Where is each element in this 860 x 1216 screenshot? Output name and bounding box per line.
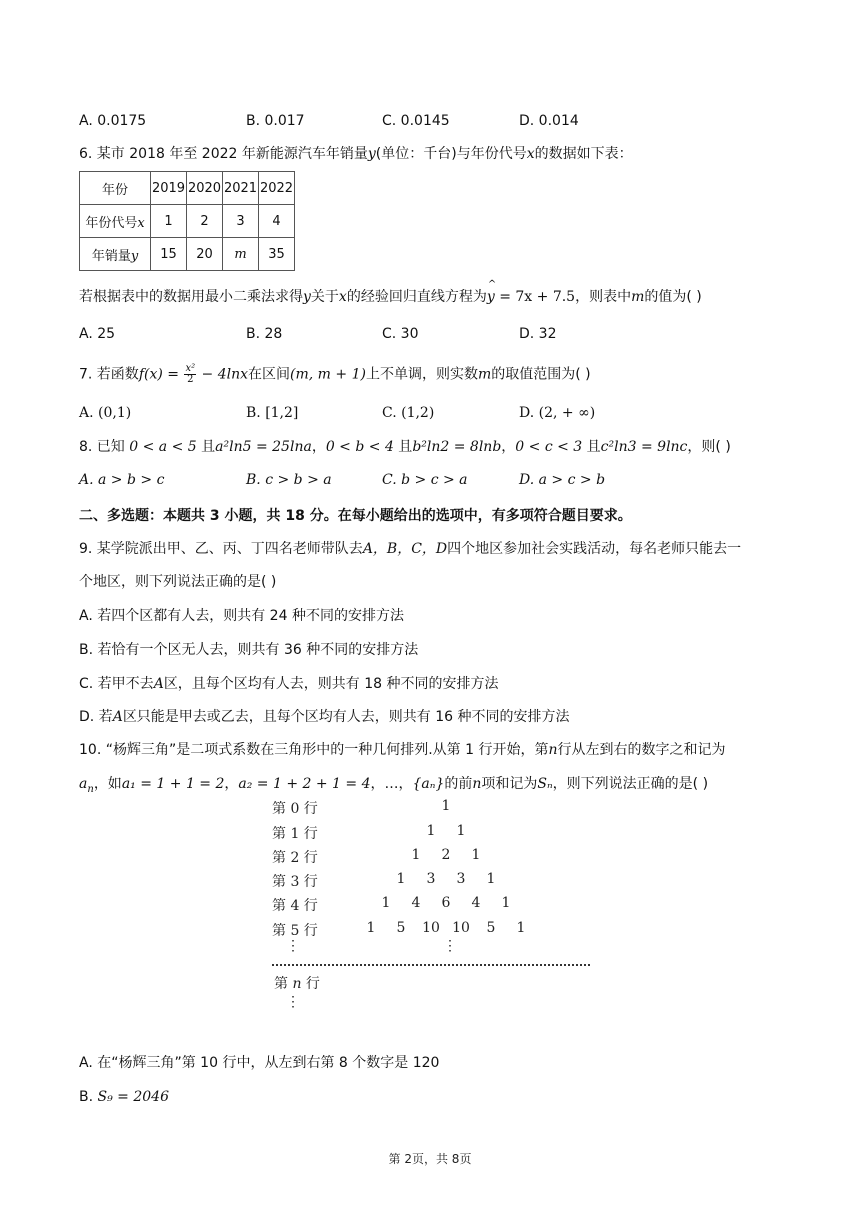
triangle-row-label: 第 2 行 <box>272 850 318 866</box>
q6-option-c: C. 30 <box>382 326 419 342</box>
q8-stem <box>79 437 731 457</box>
table-cell: 2020 <box>187 172 223 205</box>
vdots: ⋮ <box>286 994 300 1010</box>
text: 区只能是甲去或乙去，且每个区均有人去，则共有 16 种不同的安排方法 <box>122 709 570 725</box>
head-label: 年份代号 <box>85 215 138 231</box>
text: 8. 已知 <box>79 439 130 455</box>
q6-stem <box>79 144 633 164</box>
triangle-number: 1 <box>486 871 496 887</box>
text: 的经验回归直线方程为 <box>346 289 487 305</box>
q9-option-b: B. 若恰有一个区无人去，则共有 36 种不同的安排方法 <box>79 642 419 658</box>
vdots: ⋮ <box>286 938 300 954</box>
triangle-row-label: 第 1 行 <box>272 826 318 842</box>
q5-options <box>79 111 779 131</box>
q6-stem-y: y <box>367 146 376 162</box>
q6-options <box>79 324 779 344</box>
text: ， <box>224 776 239 792</box>
q8-option-a: A. a > b > c <box>79 472 165 488</box>
head-var: x <box>137 215 145 231</box>
q6-option-a: A. 25 <box>79 326 116 342</box>
function-rest: − 4lnx <box>197 366 249 383</box>
text: ，如 <box>93 776 122 792</box>
fraction <box>184 364 196 385</box>
q6-table <box>79 171 295 271</box>
triangle-number: 1 <box>366 920 376 936</box>
var-x: x <box>338 289 347 305</box>
q7-options <box>79 403 779 423</box>
triangle-row-label: 第 3 行 <box>272 874 318 890</box>
q8-options <box>79 470 779 490</box>
text: 10. “杨辉三角”是二项式系数在三角形中的一种几何排列.从第 1 行开始，第 <box>79 742 549 758</box>
text: 项和记为 <box>481 776 538 792</box>
triangle-number: 1 <box>381 895 391 911</box>
text: 的前 <box>444 776 473 792</box>
text: 四个地区参加社会实践活动，每名老师只能去一 <box>447 541 742 557</box>
table-cell: m <box>223 238 259 271</box>
q7-option-d: D. (2, + ∞) <box>519 405 596 421</box>
table-cell: 15 <box>151 238 187 271</box>
text: 关于 <box>310 289 339 305</box>
math: {aₙ} <box>412 776 445 792</box>
triangle-number: 4 <box>471 895 481 911</box>
q8-option-d: D. a > c > b <box>519 472 606 488</box>
yanghui-triangle-figure <box>268 796 593 1021</box>
label-var-n: n <box>292 976 302 992</box>
vars: A，B，C，D <box>362 541 448 557</box>
q6-stem-post: 的数据如下表： <box>534 146 633 162</box>
math: b²ln2 = 8lnb <box>412 439 502 455</box>
table-cell: 20 <box>187 238 223 271</box>
q9-option-d <box>79 707 570 727</box>
q9-option-c <box>79 674 499 694</box>
head-label: 年销量 <box>91 248 131 264</box>
q6-option-d: D. 32 <box>519 326 557 342</box>
triangle-number: 2 <box>441 847 451 863</box>
triangle-number: 1 <box>411 847 421 863</box>
math: 0 < c < 3 <box>515 439 583 455</box>
text: 且 <box>582 439 601 455</box>
function: f(x) = <box>138 366 184 383</box>
var-n: n <box>472 776 482 792</box>
math: a₁ = 1 + 1 = 2 <box>121 776 225 792</box>
text: ，则表中 <box>575 289 632 305</box>
q7-stem <box>79 364 591 385</box>
subscript-n: n <box>87 783 94 795</box>
page-footer: 第 2页，共 8页 <box>388 1152 472 1166</box>
q5-option-d: D. 0.014 <box>519 113 579 129</box>
label-part: 第 <box>274 976 293 992</box>
vdots: ⋮ <box>443 938 457 954</box>
triangle-number: 3 <box>456 871 466 887</box>
text: 7. 若函数 <box>79 366 139 383</box>
text: ，则下列说法正确的是( ) <box>552 776 709 792</box>
table-cell: 2 <box>187 205 223 238</box>
text: 在区间 <box>248 366 291 383</box>
q7-option-a: A. (0,1) <box>79 405 132 421</box>
frac-den: 2 <box>187 374 194 385</box>
text: ，则( ) <box>687 439 731 455</box>
q9-stem-line2: 个地区，则下列说法正确的是( ) <box>79 574 277 590</box>
text: ， <box>311 439 326 455</box>
q9-option-a: A. 若四个区都有人去，则共有 24 种不同的安排方法 <box>79 608 404 624</box>
q6-stem-x: x <box>526 146 535 162</box>
q10-option-a: A. 在“杨辉三角”第 10 行中，从左到右第 8 个数字是 120 <box>79 1055 440 1071</box>
triangle-number: 3 <box>426 871 436 887</box>
table-row <box>80 205 295 238</box>
math: Sₙ <box>537 776 553 792</box>
q5-option-c: C. 0.0145 <box>382 113 450 129</box>
q7-option-c: C. (1,2) <box>382 405 435 421</box>
var-y: y <box>303 289 311 305</box>
table-cell: 1 <box>151 205 187 238</box>
math: a₂ = 1 + 2 + 1 = 4 <box>238 776 371 792</box>
q5-option-a: A. 0.0175 <box>79 113 147 129</box>
text: 的取值范围为( ) <box>491 366 591 383</box>
triangle-number: 1 <box>501 895 511 911</box>
table-row <box>80 172 295 205</box>
q10-stem-line2 <box>79 774 708 794</box>
var-a: A <box>153 676 164 692</box>
var-m: m <box>477 366 492 383</box>
text: ， <box>501 439 516 455</box>
triangle-number: 10 <box>422 920 440 936</box>
q6-line2 <box>79 287 702 307</box>
triangle-number: 1 <box>426 823 436 839</box>
text: 9. 某学院派出甲、乙、丙、丁四名老师带队去 <box>79 541 363 557</box>
triangle-number: 1 <box>441 798 451 814</box>
text: 区，且每个区均有人去，则共有 18 种不同的安排方法 <box>163 676 499 692</box>
q9-stem-line1 <box>79 539 741 559</box>
text: D. 若 <box>79 709 113 725</box>
triangle-number: 1 <box>471 847 481 863</box>
triangle-row-label: 第 0 行 <box>272 801 318 817</box>
text: 的值为( ) <box>644 289 702 305</box>
math: 0 < a < 5 <box>129 439 197 455</box>
q6-stem-mid: (单位：千台)与年份代号 <box>375 146 527 162</box>
var-a: a <box>79 776 88 792</box>
frac-num: x² <box>185 363 196 374</box>
var-n: n <box>548 742 558 758</box>
q7-option-b: B. [1,2] <box>246 405 299 421</box>
table-cell: 2022 <box>259 172 295 205</box>
table-cell: 4 <box>259 205 295 238</box>
dotted-divider <box>272 964 590 966</box>
triangle-number: 5 <box>486 920 496 936</box>
text: 上不单调，则实数 <box>365 366 478 383</box>
table-head-sales <box>80 238 151 271</box>
text: 且 <box>393 439 413 455</box>
var-m: m <box>631 289 645 305</box>
triangle-number: 4 <box>411 895 421 911</box>
q10-option-b <box>79 1087 169 1107</box>
text: B. <box>79 1089 98 1105</box>
table-cell: 3 <box>223 205 259 238</box>
text: C. 若甲不去 <box>79 676 154 692</box>
q10-stem-line1 <box>79 740 726 760</box>
triangle-number: 1 <box>456 823 466 839</box>
triangle-number: 6 <box>441 895 451 911</box>
table-cell: 2019 <box>151 172 187 205</box>
text: ，…， <box>370 776 413 792</box>
triangle-row-label-n <box>274 973 320 993</box>
table-head-year <box>80 172 151 205</box>
triangle-row-label: 第 5 行 <box>272 923 318 939</box>
interval: (m, m + 1) <box>290 366 366 383</box>
math: S₉ = 2046 <box>97 1089 169 1105</box>
math: a²ln5 = 25lna <box>215 439 312 455</box>
text: 若根据表中的数据用最小二乘法求得 <box>79 289 303 305</box>
triangle-row-label: 第 4 行 <box>272 898 318 914</box>
head-label: 年份 <box>101 182 128 198</box>
label-part: 行 <box>301 976 320 992</box>
var-y-hat: ^ y <box>487 287 495 307</box>
var-a: A <box>112 709 123 725</box>
triangle-number: 10 <box>452 920 470 936</box>
triangle-number: 1 <box>516 920 526 936</box>
text: 且 <box>196 439 216 455</box>
math: c²ln3 = 9lnc <box>600 439 688 455</box>
q8-option-b: B. c > b > a <box>246 472 332 488</box>
text: 行从左到右的数字之和记为 <box>557 742 726 758</box>
table-cell: 2021 <box>223 172 259 205</box>
triangle-number: 1 <box>396 871 406 887</box>
table-cell: 35 <box>259 238 295 271</box>
q8-option-c: C. b > c > a <box>382 472 468 488</box>
math: 0 < b < 4 <box>325 439 394 455</box>
triangle-number: 5 <box>396 920 406 936</box>
section-heading: 二、多选题：本题共 3 小题，共 18 分。在每小题给出的选项中，有多项符合题目要求。 <box>79 508 632 524</box>
q5-option-b: B. 0.017 <box>246 113 305 129</box>
table-head-code <box>80 205 151 238</box>
table-row <box>80 238 295 271</box>
q6-stem-pre: 6. 某市 2018 年至 2022 年新能源汽车年销量 <box>79 146 368 162</box>
regression-equation: = 7x + 7.5 <box>494 289 576 305</box>
head-var: y <box>130 248 139 264</box>
q6-option-b: B. 28 <box>246 326 283 342</box>
